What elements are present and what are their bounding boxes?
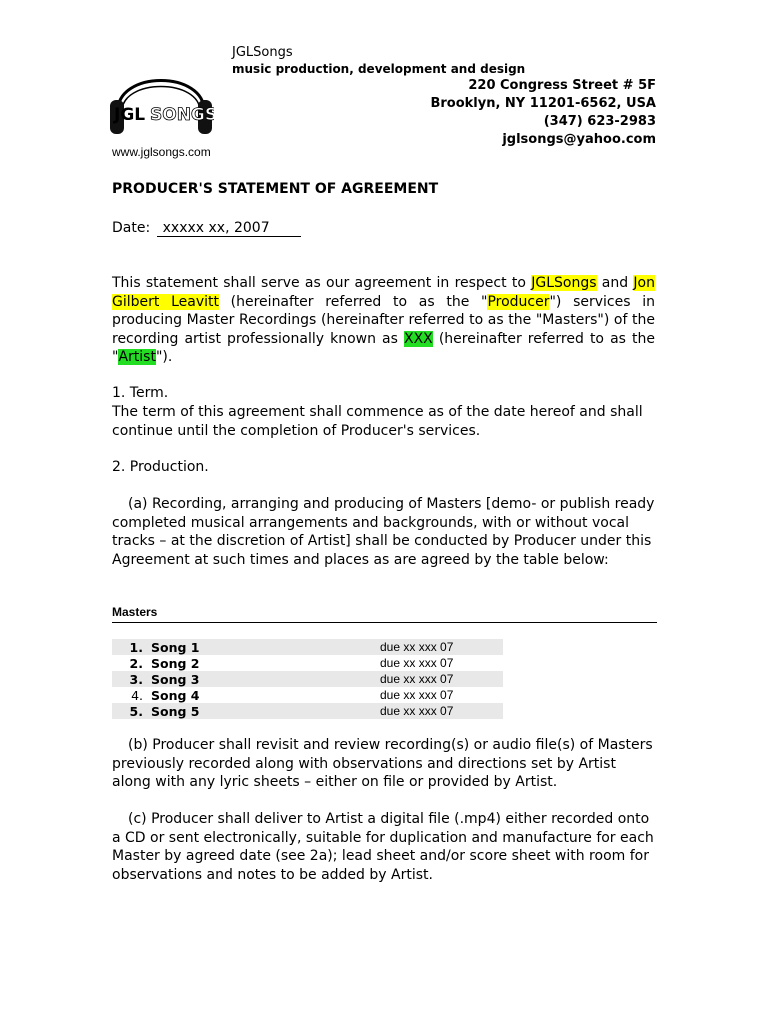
song-due: due xx xxx 07 [380, 656, 454, 670]
masters-label: Masters [112, 605, 158, 619]
address-phone: (347) 623-2983 [543, 114, 656, 129]
company-address [430, 77, 656, 149]
date-row [112, 220, 301, 237]
song-due: due xx xxx 07 [380, 640, 454, 654]
table-row [112, 703, 503, 719]
highlight-producer-name: Jon Gilbert Leavitt [112, 275, 655, 310]
masters-divider [112, 622, 657, 623]
intro-text: (hereinafter referred to as the " [218, 293, 488, 310]
intro-text: ") services in producing Master Recordings (hereinafter referred to as the "Masters") of the recording artist professionally known as [112, 293, 655, 347]
song-title: Song 5 [151, 703, 200, 719]
highlight-company: JGLSongs [531, 275, 597, 291]
clause-a-text: (a) Recording, arranging and producing of Masters [demo- or publish ready completed musical arrangements and backgrounds, with or without vocal tracks – at the discretion of Artist] shall be conducted by Producer under this Agreement at such times and places as are agreed by the table below: [112, 496, 655, 568]
table-row [112, 639, 503, 655]
song-number: 2. [129, 655, 143, 671]
song-number: 1. [129, 639, 143, 655]
song-title: Song 3 [151, 671, 200, 687]
table-row [112, 687, 503, 703]
highlight-producer: Producer [487, 293, 550, 310]
clause-b [112, 736, 655, 792]
table-row [112, 671, 503, 687]
date-value: xxxxx xx, 2007 [157, 220, 301, 237]
intro-paragraph [112, 274, 655, 367]
highlight-artist: Artist [118, 349, 156, 365]
website-link[interactable]: www.jglsongs.com [112, 145, 211, 159]
song-title: Song 2 [151, 655, 200, 671]
intro-text: "). [155, 349, 173, 365]
intro-text: This statement shall serve as our agreement in respect to [112, 275, 532, 291]
song-number: 4. [131, 687, 143, 703]
clause-c-text: (c) Producer shall deliver to Artist a digital file (.mp4) either recorded onto a CD or sent electronically, suitable for duplication and manufacture for each Master by agreed date (see 2a); lead sheet and/or score sheet with room for observations and notes to be added by Artist. [112, 811, 654, 883]
highlight-artist-name: XXX [403, 330, 433, 347]
production-heading: 2. Production. [112, 459, 209, 475]
intro-text: (hereinafter referred to as the " [112, 330, 655, 365]
term-text: The term of this agreement shall commence as of the date hereof and shall continue until the completion of Producer's services. [112, 404, 643, 439]
clause-c [112, 810, 655, 884]
svg-text:JGL: JGL [114, 105, 146, 125]
song-due: due xx xxx 07 [380, 672, 454, 686]
address-email[interactable]: jglsongs@yahoo.com [502, 132, 656, 147]
song-due: due xx xxx 07 [380, 704, 454, 718]
svg-text:SONGS: SONGS [150, 105, 214, 125]
company-tagline: music production, development and design [232, 62, 526, 76]
song-title: Song 4 [151, 687, 200, 703]
address-city: Brooklyn, NY 11201-6562, USA [430, 96, 656, 111]
intro-text: and [596, 275, 634, 291]
song-title: Song 1 [151, 639, 200, 655]
company-logo [108, 50, 214, 142]
company-name: JGLSongs [232, 45, 293, 60]
masters-table [112, 639, 503, 719]
song-number: 3. [129, 671, 143, 687]
clause-b-text: (b) Producer shall revisit and review recording(s) or audio file(s) of Masters previously recorded along with observations and directions set by Artist along with any lyric sheets – either on file or provided by Artist. [112, 737, 653, 790]
song-due: due xx xxx 07 [380, 688, 454, 702]
term-heading: 1. Term. [112, 385, 169, 401]
address-street: 220 Congress Street # 5F [468, 78, 656, 93]
document-title: PRODUCER'S STATEMENT OF AGREEMENT [112, 181, 439, 197]
table-row [112, 655, 503, 671]
song-number: 5. [129, 703, 143, 719]
date-label: Date: [112, 220, 151, 236]
clause-a [112, 495, 655, 569]
